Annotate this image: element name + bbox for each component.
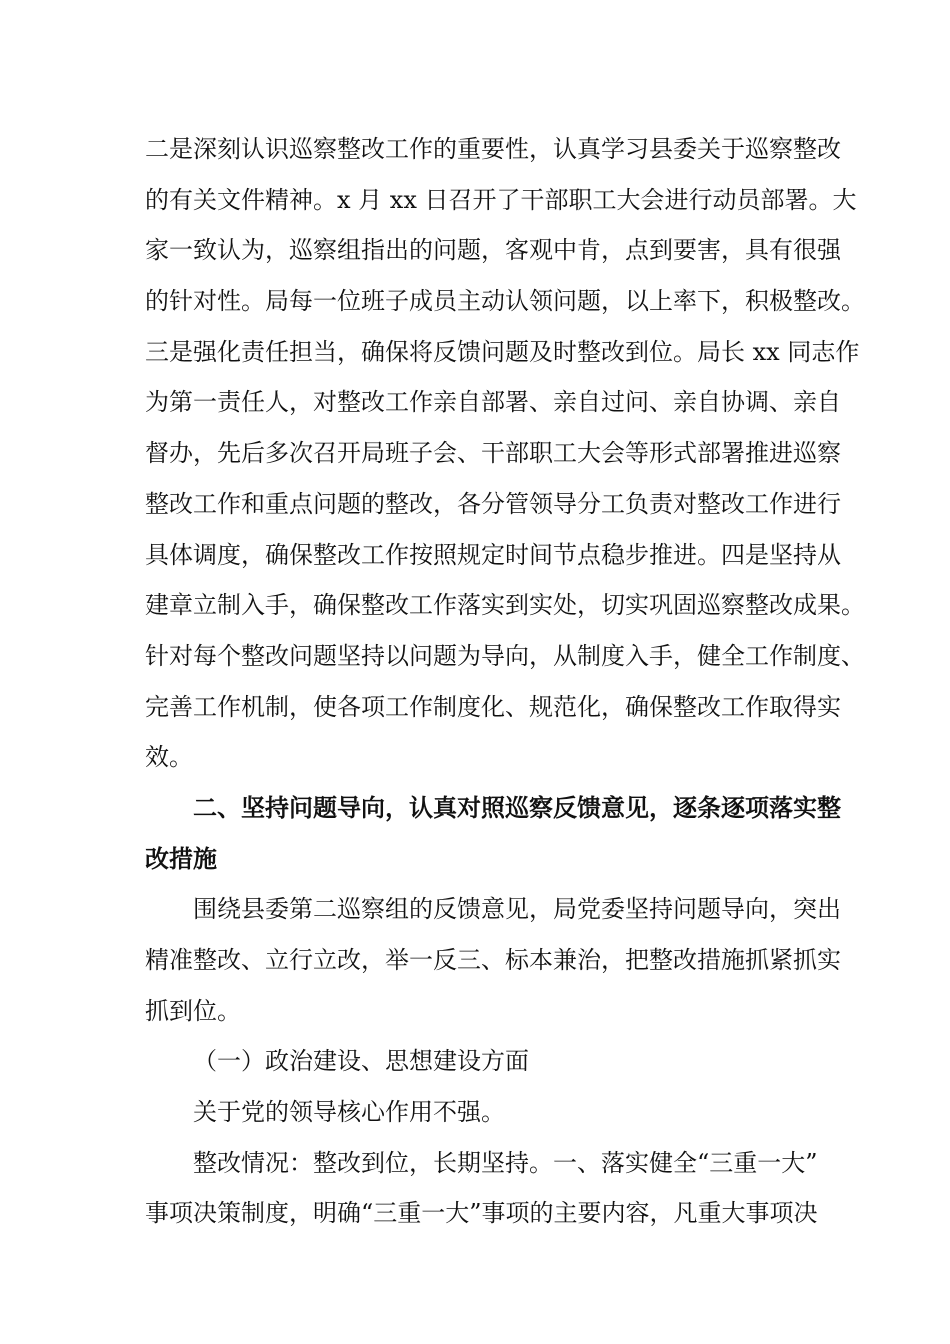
text-line: 督办，先后多次召开局班子会、干部职工大会等形式部署推进巡察 [145, 439, 841, 468]
text-line: 具体调度，确保整改工作按照规定时间节点稳步推进。四是坚持从 [145, 540, 841, 569]
text-line: 整改情况：整改到位，长期坚持。一、落实健全“三重一大” [193, 1148, 818, 1177]
issue-item: 关于党的领导核心作用不强。 [193, 1098, 505, 1127]
paragraph [145, 884, 841, 1036]
text-line: 整改工作和重点问题的整改，各分管领导分工负责对整改工作进行 [145, 489, 841, 518]
text-line: 围绕县委第二巡察组的反馈意见，局党委坚持问题导向，突出 [193, 895, 841, 924]
heading-line: 二、坚持问题导向，认真对照巡察反馈意见，逐条逐项落实整 [193, 793, 841, 822]
text-line: 效。 [145, 743, 193, 772]
text-line: 精准整改、立行立改，举一反三、标本兼治，把整改措施抓紧抓实 [145, 946, 841, 974]
text-line: 事项决策制度，明确“三重一大”事项的主要内容，凡重大事项决 [145, 1199, 818, 1228]
text-line: 完善工作机制，使各项工作制度化、规范化，确保整改工作取得实 [145, 692, 841, 721]
text-line: 建章立制入手，确保整改工作落实到实处，切实巩固巡察整改成果。 [145, 591, 865, 620]
heading-line: 改措施 [145, 844, 217, 873]
paragraph [145, 1138, 825, 1239]
text-line: 针对每个整改问题坚持以问题为导向，从制度入手，健全工作制度、 [145, 641, 865, 670]
section-heading [145, 783, 841, 884]
paragraph [145, 124, 865, 783]
subheading: （一）政治建设、思想建设方面 [193, 1047, 529, 1076]
text-line: 三是强化责任担当，确保将反馈问题及时整改到位。局长 xx 同志作 [145, 337, 860, 366]
text-line: 的针对性。局每一位班子成员主动认领问题，以上率下，积极整改。 [145, 287, 865, 316]
text-line: 的有关文件精神。x 月 xx 日召开了干部职工大会进行动员部署。大 [145, 185, 857, 214]
text-line: 二是深刻认识巡察整改工作的重要性，认真学习县委关于巡察整改 [145, 135, 841, 163]
text-line: 家一致认为，巡察组指出的问题，客观中肯，点到要害，具有很强 [145, 236, 841, 265]
text-line: 为第一责任人，对整改工作亲自部署、亲自过问、亲自协调、亲自 [145, 388, 841, 417]
document-page [145, 124, 865, 1239]
text-line: 抓到位。 [145, 996, 241, 1025]
